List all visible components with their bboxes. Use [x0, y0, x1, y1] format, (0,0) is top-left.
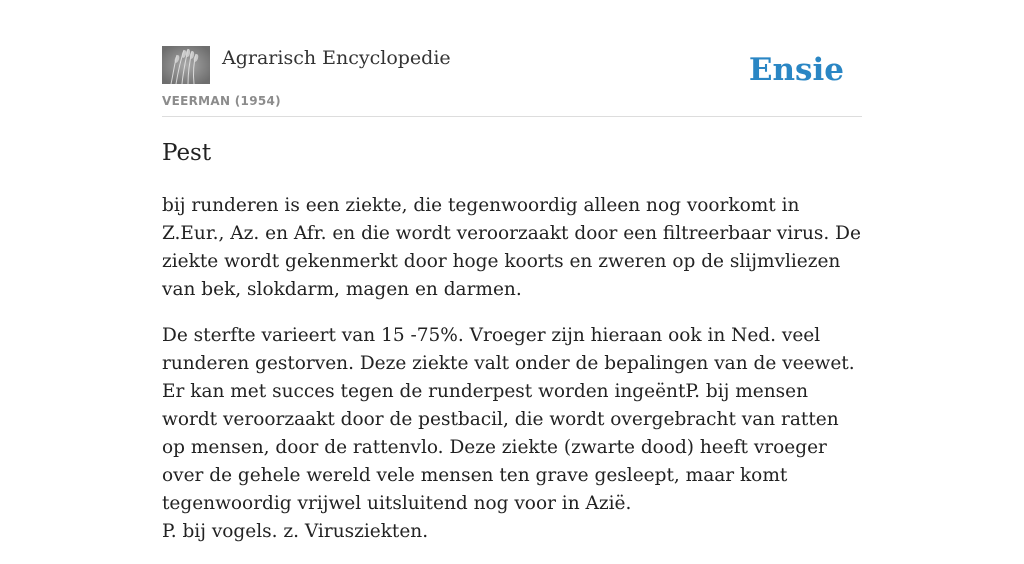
article-paragraph: bij runderen is een ziekte, die tegenwoordig alleen nog voorkomt in Z.Eur., Az. en Afr. en die wordt veroorzaakt door een filtreerbaar virus. De ziekte wordt gekenmerkt door hoge koorts en zweren op de slijmvliezen van bek, slokdarm, magen en darmen. [162, 195, 861, 300]
wheat-ears-logo-icon[interactable] [162, 46, 210, 84]
source-header [162, 46, 862, 117]
brand-logo[interactable]: Ensie [748, 52, 844, 88]
article-body [162, 192, 862, 564]
source-title[interactable]: Agrarisch Encyclopedie [222, 47, 451, 69]
source-meta: VEERMAN (1954) [162, 94, 281, 108]
article-paragraph: De sterfte varieert van 15 -75%. Vroeger zijn hieraan ook in Ned. veel runderen gestorven. Deze ziekte valt onder de bepalingen van de veewet. Er kan met succes tegen de runderpest worden ingeëntP. bij mensen wordt veroorzaakt door de pestbacil, die wordt overgebracht van ratten op mensen, door de rattenvlo. Deze ziekte (zwarte dood) heeft vroeger over de gehele wereld vele mensen ten grave gesleept, maar komt tegenwoordig vrijwel uitsluitend nog voor in Azië. P. bij vogels. z. Virusziekten. [162, 325, 855, 542]
article-title: Pest [162, 140, 212, 166]
